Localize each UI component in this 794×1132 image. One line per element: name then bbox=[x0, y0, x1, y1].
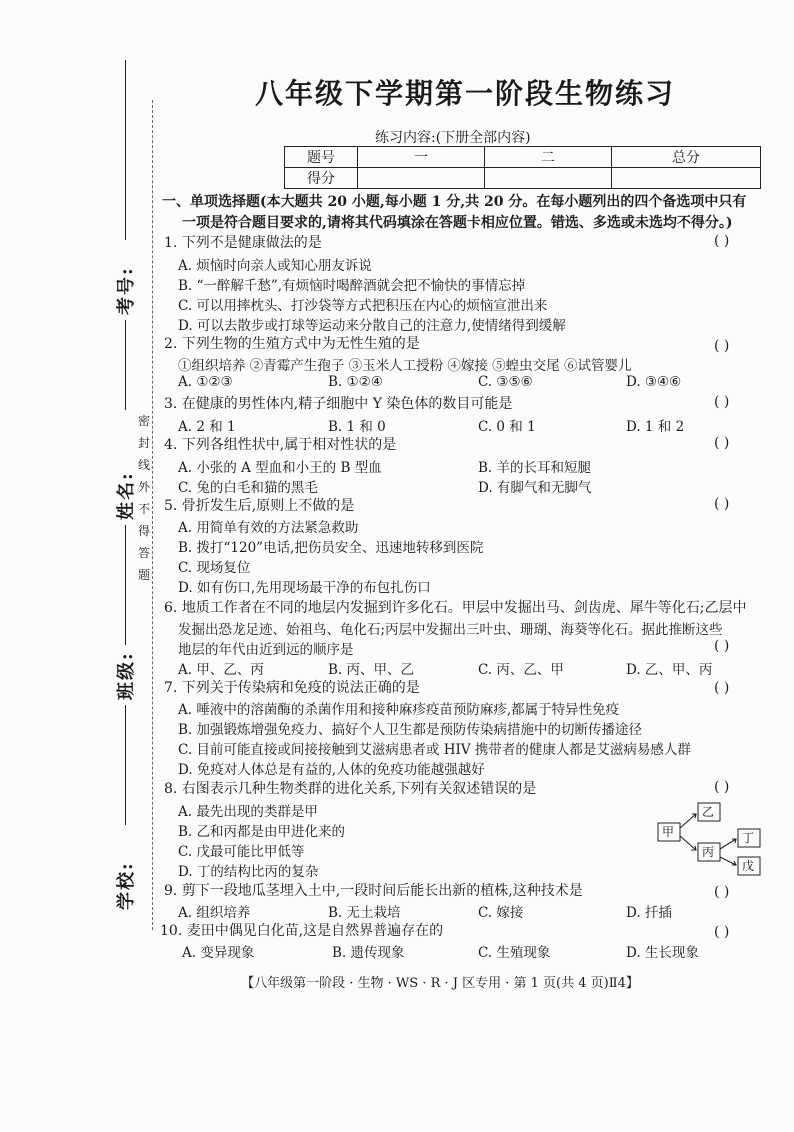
score-cell[interactable] bbox=[358, 168, 485, 189]
option-d: D. 如有伤口,先用现场最干净的布包扎伤口 bbox=[178, 580, 431, 596]
seal-char: 密 bbox=[137, 414, 150, 428]
option-c: C. 戊最可能比甲低等 bbox=[178, 844, 305, 860]
exam-no-label: 考号: bbox=[116, 266, 137, 315]
option-d: D. 生长现象 bbox=[626, 945, 699, 961]
option-a: A. 唾液中的溶菌酶的杀菌作用和接种麻疹疫苗预防麻疹,都属于特异性免疫 bbox=[178, 702, 620, 718]
question-items: ①组织培养 ②青霉产生孢子 ③玉米人工授粉 ④嫁接 ⑤蝗虫交尾 ⑥试管婴儿 bbox=[178, 358, 632, 374]
option-b: B. 加强锻炼增强免疫力、搞好个人卫生都是预防传染病措施中的切断传播途径 bbox=[178, 722, 643, 738]
evolution-diagram bbox=[640, 795, 770, 880]
option-c: C. 嫁接 bbox=[478, 905, 524, 921]
arrow-jia-yi bbox=[680, 814, 696, 828]
answer-blank[interactable]: ( ) bbox=[714, 924, 730, 940]
option-d: D. 扦插 bbox=[626, 905, 672, 921]
node-wu: 戊 bbox=[742, 859, 755, 873]
question-stem: 4. 下列各组性状中,属于相对性状的是 bbox=[164, 437, 397, 453]
option-a: A. 烦恼时向亲人或知心朋友诉说 bbox=[178, 258, 372, 274]
option-d: D. 1 和 2 bbox=[626, 419, 685, 435]
option-c: C. 目前可能直接或间接接触到艾滋病患者或 HIV 携带者的健康人都是艾滋病易感人群 bbox=[178, 742, 691, 758]
option-c: C. 生殖现象 bbox=[478, 945, 551, 961]
option-b: B. 遗传现象 bbox=[332, 945, 405, 961]
answer-blank[interactable]: ( ) bbox=[714, 233, 730, 249]
score-header-cell: 一 bbox=[358, 147, 485, 168]
option-c: C. 0 和 1 bbox=[478, 419, 536, 435]
option-a: A. 2 和 1 bbox=[178, 419, 236, 435]
option-a: A. 组织培养 bbox=[178, 905, 251, 921]
score-cell[interactable] bbox=[485, 168, 612, 189]
option-a: A. ①②③ bbox=[178, 374, 233, 390]
answer-blank[interactable]: ( ) bbox=[714, 435, 730, 451]
option-d: D. ③④⑥ bbox=[626, 374, 682, 390]
seal-char: 封 bbox=[137, 436, 150, 450]
answer-blank[interactable]: ( ) bbox=[714, 779, 730, 795]
score-header-cell: 题号 bbox=[285, 147, 358, 168]
option-a: A. 最先出现的类群是甲 bbox=[178, 804, 318, 820]
answer-blank[interactable]: ( ) bbox=[714, 638, 730, 654]
node-jia: 甲 bbox=[662, 825, 675, 839]
seal-char: 不 bbox=[137, 502, 150, 516]
option-b: B. 丙、甲、乙 bbox=[328, 662, 415, 678]
class-line bbox=[125, 705, 126, 825]
question-stem: 7. 下列关于传染病和免疫的说法正确的是 bbox=[164, 680, 420, 696]
seal-char: 线 bbox=[137, 458, 150, 472]
answer-blank[interactable]: ( ) bbox=[714, 884, 730, 900]
class-label: 班级: bbox=[116, 651, 137, 700]
section-line-1: 一、单项选择题(本大题共 20 小题,每小题 1 分,共 20 分。在每小题列出的四个备选项中只有 bbox=[162, 194, 747, 210]
question-stem-cont: 发掘出恐龙足迹、始祖鸟、龟化石;丙层中发掘出三叶虫、珊瑚、海葵等化石。据此推断这些 bbox=[178, 622, 723, 638]
page-title: 八年级下学期第一阶段生物练习 bbox=[254, 77, 675, 110]
page-footer: 【八年级第一阶段 · 生物 · WS · R · J 区专用 · 第 1 页(共 4 页)Ⅱ4】 bbox=[241, 976, 639, 991]
option-c: C. 丙、乙、甲 bbox=[478, 662, 564, 678]
option-b: B. 无土栽培 bbox=[328, 905, 401, 921]
answer-blank[interactable]: ( ) bbox=[714, 394, 730, 410]
option-a: A. 用简单有效的方法紧急救助 bbox=[178, 520, 359, 536]
section-heading bbox=[162, 192, 762, 234]
question-stem: 2. 下列生物的生殖方式中为无性生殖的是 bbox=[164, 336, 420, 352]
score-header-cell: 总分 bbox=[612, 147, 761, 168]
option-c: C. 兔的白毛和猫的黑毛 bbox=[178, 480, 318, 496]
seal-char: 外 bbox=[137, 480, 150, 494]
name-line bbox=[125, 320, 126, 410]
section-line-2: 一项是符合题目要求的,请将其代码填涂在答题卡相应位置。错选、多选或未选均不得分。) bbox=[182, 215, 733, 231]
option-d: D. 有脚气和无脚气 bbox=[478, 480, 592, 496]
arrow-jia-bing bbox=[680, 836, 696, 850]
option-c: C. 现场复位 bbox=[178, 560, 251, 576]
node-bing: 丙 bbox=[702, 845, 715, 859]
option-b: B. 拨打“120”电话,把伤员安全、迅速地转移到医院 bbox=[178, 540, 484, 556]
option-d: D. 可以去散步或打球等运动来分散自己的注意力,使情绪得到缓解 bbox=[178, 318, 566, 334]
option-b: B. 乙和丙都是由甲进化来的 bbox=[178, 824, 346, 840]
option-b: B. 1 和 0 bbox=[328, 419, 386, 435]
seal-char: 得 bbox=[137, 524, 150, 538]
question-stem: 1. 下列不是健康做法的是 bbox=[164, 235, 322, 251]
seal-text bbox=[135, 410, 153, 586]
option-d: D. 丁的结构比丙的复杂 bbox=[178, 864, 319, 880]
option-c: C. ③⑤⑥ bbox=[478, 374, 533, 390]
option-a: A. 小张的 A 型血和小王的 B 型血 bbox=[178, 460, 382, 476]
option-d: D. 乙、甲、丙 bbox=[626, 662, 713, 678]
score-row-label: 得分 bbox=[285, 168, 358, 189]
option-a: A. 变异现象 bbox=[182, 945, 255, 961]
question-stem: 8. 右图表示几种生物类群的进化关系,下列有关叙述错误的是 bbox=[164, 781, 537, 797]
node-yi: 乙 bbox=[702, 805, 715, 819]
arrow-bing-wu bbox=[720, 857, 736, 865]
question-stem-cont: 地层的年代由近到远的顺序是 bbox=[178, 642, 354, 658]
option-c: C. 可以用摔枕头、打沙袋等方式把积压在内心的烦恼宣泄出来 bbox=[178, 298, 548, 314]
name-label: 姓名: bbox=[116, 471, 137, 520]
page-subtitle: 练习内容:(下册全部内容) bbox=[375, 130, 531, 146]
name-line-2 bbox=[125, 525, 126, 645]
option-a: A. 甲、乙、丙 bbox=[178, 662, 264, 678]
question-stem: 10. 麦田中偶见白化苗,这是自然界普遍存在的 bbox=[160, 923, 444, 939]
arrow-bing-ding bbox=[720, 839, 736, 849]
question-stem: 3. 在健康的男性体内,精子细胞中 Y 染色体的数目可能是 bbox=[164, 396, 513, 412]
seal-char: 答 bbox=[137, 546, 150, 560]
option-d: D. 免疫对人体总是有益的,人体的免疫功能越强越好 bbox=[178, 762, 485, 778]
node-ding: 丁 bbox=[742, 831, 755, 845]
answer-blank[interactable]: ( ) bbox=[714, 496, 730, 512]
question-stem: 6. 地质工作者在不同的地层内发掘到许多化石。甲层中发掘出马、剑齿虎、犀牛等化石;乙层中 bbox=[164, 600, 747, 616]
exam-no-line bbox=[125, 60, 126, 240]
score-table bbox=[284, 146, 761, 189]
binding-margin bbox=[0, 0, 150, 950]
option-b: B. 羊的长耳和短腿 bbox=[478, 460, 592, 476]
score-header-cell: 二 bbox=[485, 147, 612, 168]
question-stem: 5. 骨折发生后,原则上不做的是 bbox=[164, 498, 355, 514]
school-label: 学校: bbox=[116, 861, 137, 910]
seal-char: 题 bbox=[137, 568, 150, 582]
score-cell[interactable] bbox=[612, 168, 761, 189]
answer-blank[interactable]: ( ) bbox=[714, 680, 730, 696]
question-stem: 9. 剪下一段地瓜茎埋入土中,一段时间后能长出新的植株,这种技术是 bbox=[164, 883, 583, 899]
answer-blank[interactable]: ( ) bbox=[714, 338, 730, 354]
option-b: B. “一醉解千愁”,有烦恼时喝醉酒就会把不愉快的事情忘掉 bbox=[178, 278, 526, 294]
option-b: B. ①②④ bbox=[328, 374, 383, 390]
